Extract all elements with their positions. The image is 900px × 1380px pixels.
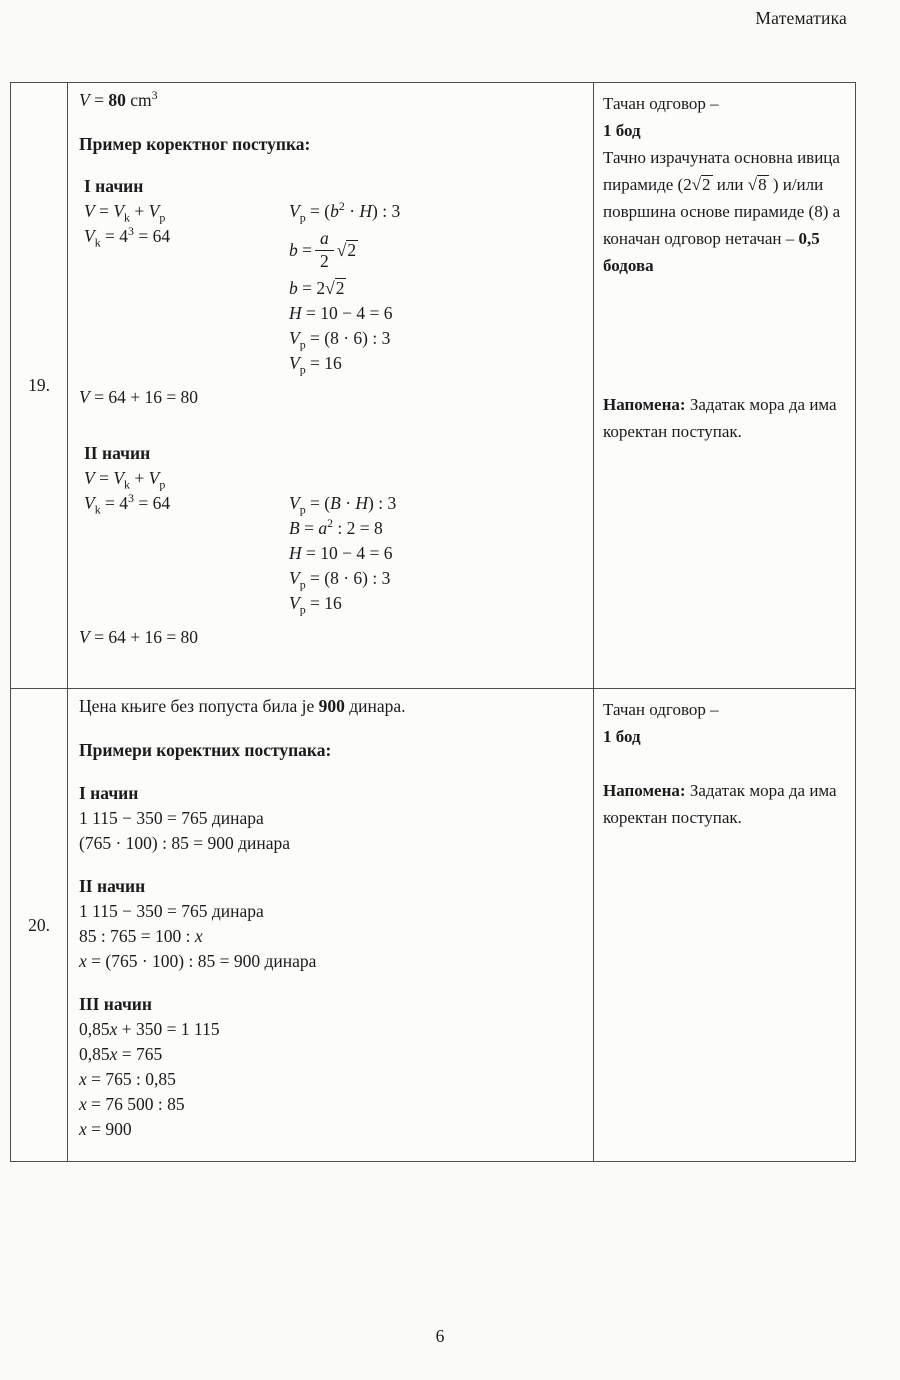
- method-title: I начин: [84, 176, 144, 196]
- solution-cell-19: [68, 83, 594, 689]
- method-2-block: [79, 874, 583, 974]
- table-row-19: [11, 83, 856, 689]
- formula-line: 1 115 − 350 = 765 динара: [79, 901, 264, 921]
- method-2-block: [84, 441, 583, 616]
- answer-line: V = 80 $cm^3$: [79, 88, 158, 110]
- formula-column-left: [84, 199, 289, 376]
- formula-line: 85 : 765 = 100 : x: [79, 926, 203, 946]
- formula-line: $V_k = 4^3 = 64$: [84, 224, 171, 250]
- task-number: 20.: [28, 914, 50, 935]
- result-line: V = 64 + 16 = 80: [79, 387, 199, 407]
- page-header: [755, 8, 847, 29]
- solution-cell-20: [68, 689, 594, 1162]
- formula-line: x = 900: [79, 1119, 132, 1139]
- answer-line: Цена књиге без попуста била је 900 динара.: [79, 696, 406, 716]
- scoring-cell-20: [594, 689, 856, 1162]
- formula-line: $V_p = 16$: [289, 593, 342, 617]
- score-line: Тачан одговор –: [603, 700, 719, 719]
- formula-line: (765 · 100) : 85 = 900 динара: [79, 833, 291, 853]
- formula-line: x = 765 : 0,85: [79, 1069, 176, 1089]
- formula-columns: [84, 491, 583, 616]
- formula-line: $V = V_k + V_p$: [84, 201, 166, 225]
- task-number-cell: [11, 83, 68, 689]
- fraction-denominator: 2: [320, 251, 329, 271]
- formula-line: 0,85x = 765: [79, 1044, 163, 1064]
- formula-line: 0,85x + 350 = 1 115: [79, 1019, 220, 1039]
- note-text: Напомена: Задатак мора да има коректан поступак.: [603, 781, 837, 827]
- fraction-rhs: √2: [336, 239, 357, 260]
- task-number-cell: [11, 689, 68, 1162]
- score-points: 1 бод: [603, 121, 641, 140]
- table-row-20: [11, 689, 856, 1162]
- formula-column-right: [289, 491, 583, 616]
- formula-columns: [84, 199, 583, 376]
- method-title: II начин: [79, 876, 146, 896]
- method-1-block: [79, 781, 583, 856]
- formula-line: $V_p = (8 \cdot 6)$ : 3: [289, 328, 391, 352]
- scoring-cell-19: [594, 83, 856, 689]
- header-title: Математика: [755, 8, 847, 28]
- formula-line: H = 10 − 4 = 6: [289, 543, 393, 563]
- task-number: 19.: [28, 375, 50, 395]
- formula-line: $B = a^2$ : 2 = 8: [289, 516, 383, 538]
- page-footer: [0, 1326, 880, 1347]
- formula-line: $V = V_k + V_p$: [84, 468, 166, 492]
- page-number: 6: [435, 1326, 445, 1346]
- answer-key-table: [10, 82, 856, 1162]
- method-title: III начин: [79, 994, 152, 1014]
- fraction: [315, 228, 334, 272]
- formula-line: $V_k = 4^3 = 64$: [84, 491, 171, 517]
- method-title: II начин: [84, 443, 151, 463]
- score-points: 1 бод: [603, 727, 641, 746]
- example-heading: Примери коректних поступака:: [79, 740, 332, 760]
- formula-line: x = 76 500 : 85: [79, 1094, 185, 1114]
- formula-line: $V_p = (B \cdot H)$ : 3: [289, 493, 397, 517]
- result-line: V = 64 + 16 = 80: [79, 627, 199, 647]
- fraction-numerator: a: [315, 228, 334, 251]
- partial-credit-text: Тачно израчуната основна ивица пирамиде (2√2 или √8 ) и/или површина основе пирамиде (8) а коначан одговор нетачан – 0,5 бодова: [603, 148, 841, 275]
- formula-line: x = (765 · 100) : 85 = 900 динара: [79, 951, 317, 971]
- method-3-block: [79, 992, 583, 1142]
- formula-line: $V_p = (b^2 \cdot H)$ : 3: [289, 199, 401, 225]
- formula-line: b = 2√2: [289, 278, 345, 298]
- fraction-lhs: b =: [289, 239, 312, 260]
- formula-line: 1 115 − 350 = 765 динара: [79, 808, 264, 828]
- formula-line: $V_p = (8 \cdot 6)$ : 3: [289, 568, 391, 592]
- method-1-block: [84, 174, 583, 376]
- score-line: Тачан одговор –: [603, 94, 719, 113]
- formula-column-left: [84, 491, 289, 616]
- note-text: Напомена: Задатак мора да има коректан поступак.: [603, 395, 837, 441]
- example-heading: Пример коректног поступка:: [79, 134, 311, 154]
- formula-line: H = 10 − 4 = 6: [289, 303, 393, 323]
- fraction-formula-line: [289, 224, 583, 276]
- formula-column-right: [289, 199, 583, 376]
- formula-line: $V_p = 16$: [289, 353, 342, 377]
- method-title: I начин: [79, 783, 139, 803]
